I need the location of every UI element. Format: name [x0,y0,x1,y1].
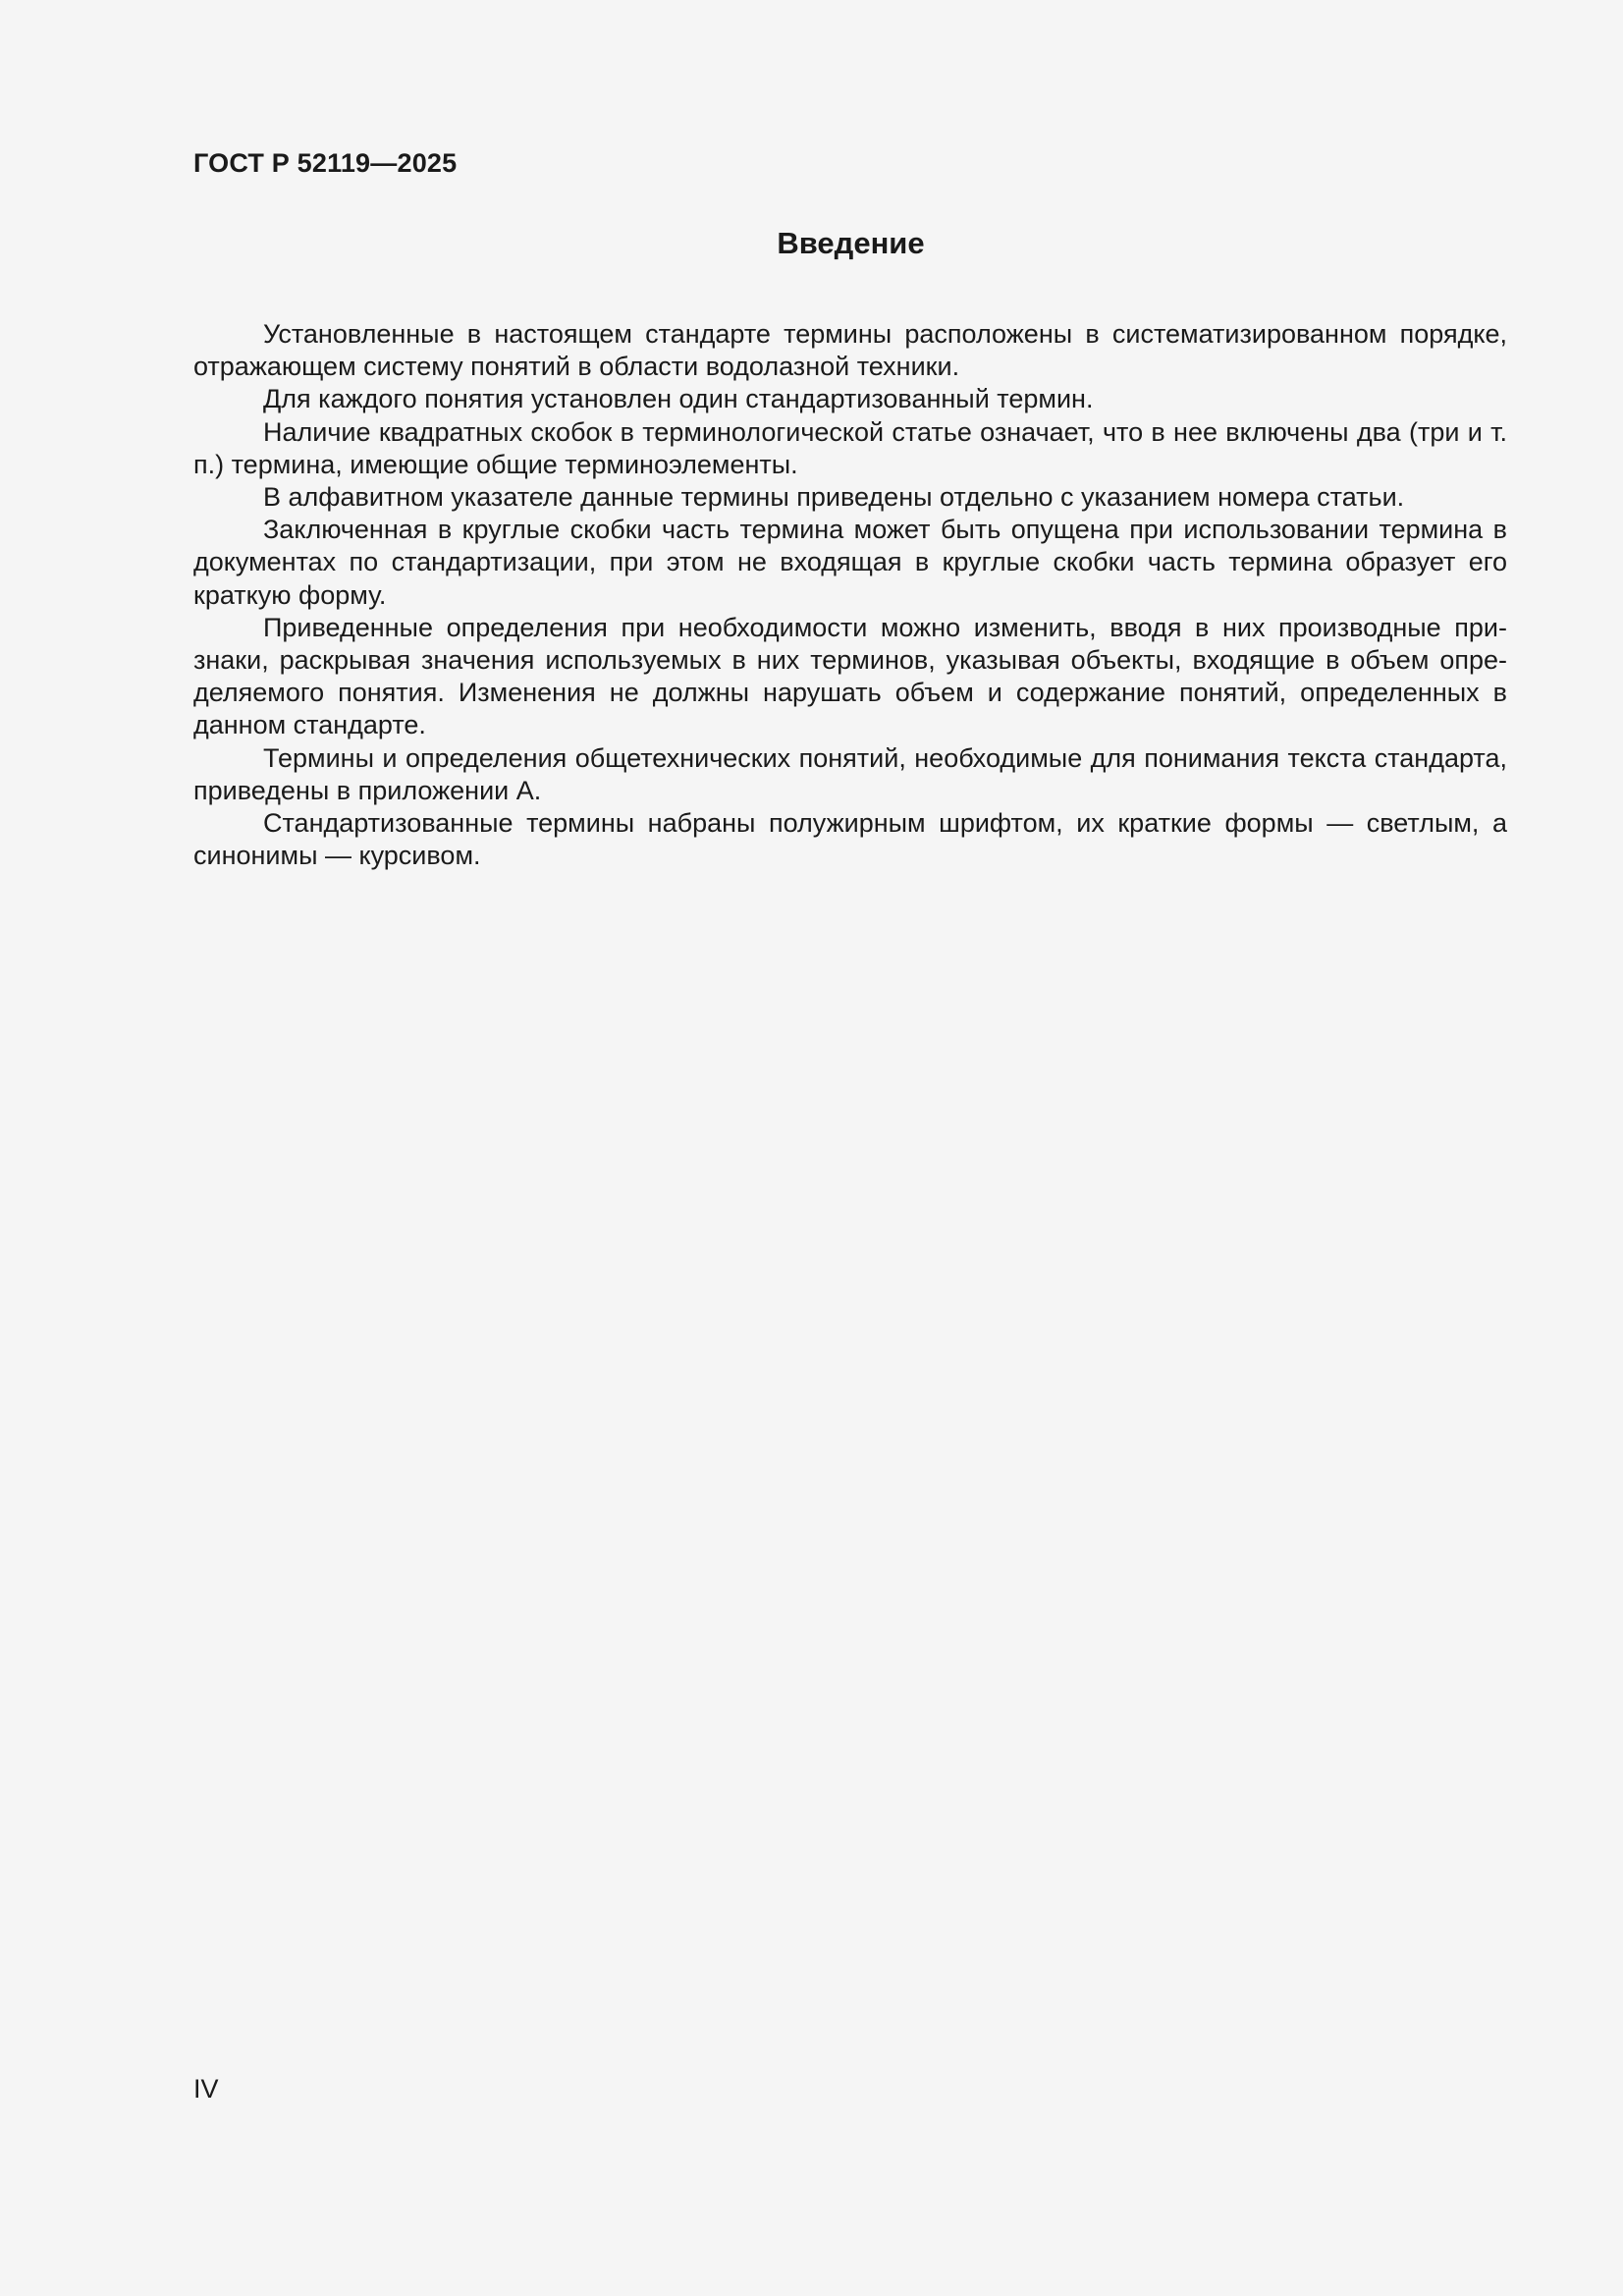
document-header: ГОСТ Р 52119—2025 [193,148,458,178]
paragraph: Заключенная в круглые скобки часть термина может быть опущена при использовании термина в документах по стандартизации, при этом не входящая в круглые скобки часть термина образует его краткую форму. [193,515,1507,610]
paragraph: Стандартизованные термины набраны полужирным шрифтом, их краткие формы — светлым, а синонимы — курсивом. [193,808,1507,871]
paragraph: Для каждого понятия установлен один стандартизованный термин. [263,384,1094,414]
body-text [193,318,1507,872]
paragraph: Термины и определения общетехнических понятий, необходимые для понимания текста стандарта, приведены в приложении А. [193,742,1507,805]
paragraph: Установленные в настоящем стандарте термины расположены в систематизированном порядке, отражающем систему понятий в области водолазной техники. [193,319,1507,382]
paragraph: В алфавитном указателе данные термины приведены отдельно с указанием номера статьи. [263,482,1405,513]
page-number: IV [193,2074,219,2104]
paragraph: Приведенные определения при необходимости можно изменить, вводя в них производные признаки, раскрывая значения используемых в них терминов, указывая объекты, входящие в объем определяемого понятия. Изменения не должны нарушать объем и содержание понятий, определенных в данном стандарте. [193,612,1507,740]
section-title: Введение [777,226,925,260]
paragraph: Наличие квадратных скобок в терминологической статье означает, что в нее включены два (три и т. п.) термина, имеющие общие терминоэлементы. [193,416,1507,479]
